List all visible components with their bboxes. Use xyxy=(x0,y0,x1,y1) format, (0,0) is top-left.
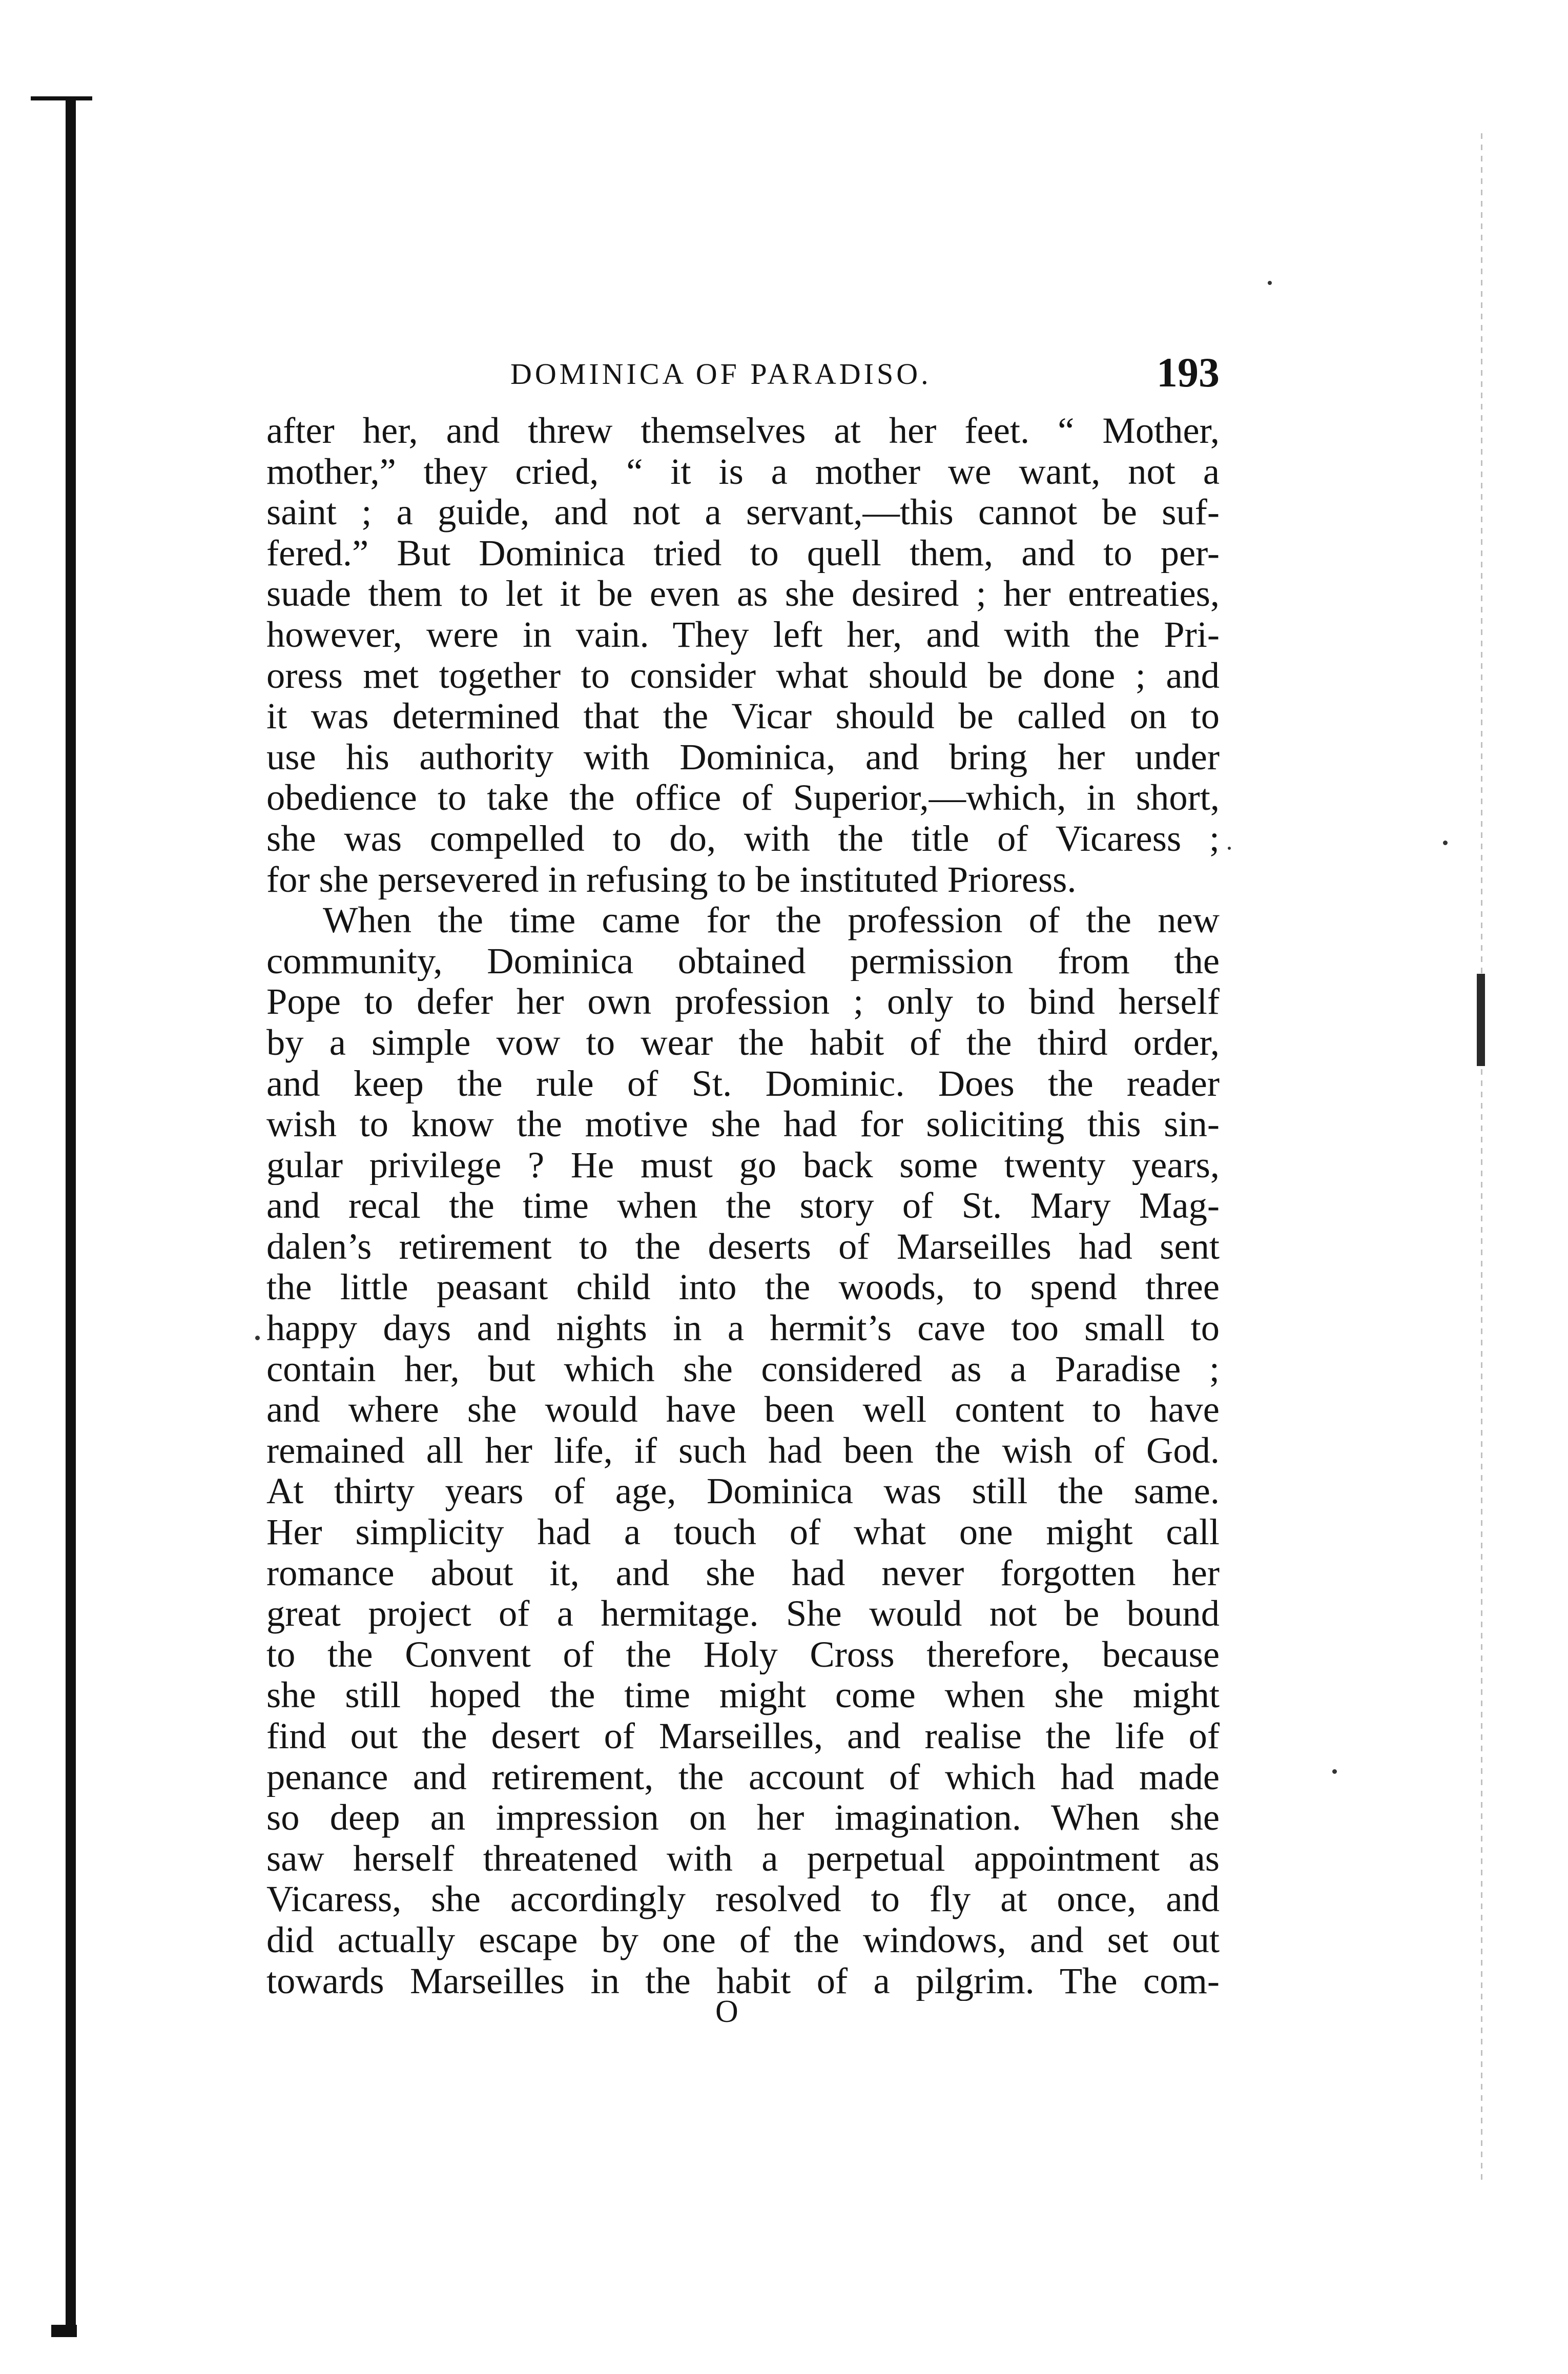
text-line: great project of a hermitage. She would not be bound xyxy=(266,1593,1220,1634)
text-line: Pope to defer her own profession ; only to bind herself xyxy=(266,981,1220,1022)
text-line: it was determined that the Vicar should be called on to xyxy=(266,695,1220,736)
binding-edge xyxy=(66,97,76,2337)
text-line: to the Convent of the Holy Cross therefore, because xyxy=(266,1633,1220,1675)
text-line: fered.” But Dominica tried to quell them, and to per- xyxy=(266,532,1220,574)
ink-speck xyxy=(1228,847,1231,850)
text-line: gular privilege ? He must go back some twenty years, xyxy=(266,1144,1220,1185)
ink-speck xyxy=(255,1336,260,1340)
ink-speck xyxy=(1443,841,1448,845)
text-line: suade them to let it be even as she desired ; her entreaties, xyxy=(266,573,1220,614)
binding-edge-foot xyxy=(51,2325,77,2337)
text-line: contain her, but which she considered as a Paradise ; xyxy=(266,1348,1220,1389)
text-line: however, were in vain. They left her, and with the Pri- xyxy=(266,613,1220,655)
text-line: romance about it, and she had never forgotten her xyxy=(266,1552,1220,1593)
text-line: mother,” they cried, “ it is a mother we want, not a xyxy=(266,451,1220,492)
text-line: after her, and threw themselves at her feet. “ Mother, xyxy=(266,410,1220,451)
text-line: dalen’s retirement to the deserts of Marseilles had sent xyxy=(266,1225,1220,1267)
page-edge-mark xyxy=(1477,974,1485,1066)
text-line: and keep the rule of St. Dominic. Does the reader xyxy=(266,1062,1220,1104)
ink-speck xyxy=(1332,1769,1337,1774)
text-line: At thirty years of age, Dominica was still the same. xyxy=(266,1470,1220,1512)
text-line: saint ; a guide, and not a servant,—this cannot be suf- xyxy=(266,492,1220,533)
page-edge-marks xyxy=(1468,133,1498,2183)
text-line: the little peasant child into the woods, to spend three xyxy=(266,1266,1220,1308)
text-line: find out the desert of Marseilles, and realise the life of xyxy=(266,1715,1220,1756)
text-line: and where she would have been well content to have xyxy=(266,1389,1220,1430)
running-title: DOMINICA OF PARADISO. xyxy=(510,357,932,391)
text-line: Her simplicity had a touch of what one might call xyxy=(266,1511,1220,1552)
page-number: 193 xyxy=(1157,349,1220,396)
text-line: towards Marseilles in the habit of a pilgrim. The com- xyxy=(266,1960,1220,2001)
text-line: wish to know the motive she had for soliciting this sin- xyxy=(266,1103,1220,1144)
text-line: When the time came for the profession of the new xyxy=(323,899,1220,940)
text-line: penance and retirement, the account of which had made xyxy=(266,1756,1220,1797)
text-line: happy days and nights in a hermit’s cave too small to xyxy=(266,1307,1220,1348)
text-line: remained all her life, if such had been the wish of God. xyxy=(266,1429,1220,1471)
text-line: by a simple vow to wear the habit of the third order, xyxy=(266,1021,1220,1063)
text-line: she was compelled to do, with the title of Vicaress ; xyxy=(266,817,1220,859)
running-head xyxy=(266,349,1220,405)
text-line: oress met together to consider what should be done ; and xyxy=(266,654,1220,696)
text-line: she still hoped the time might come when she might xyxy=(266,1674,1220,1715)
body-text xyxy=(266,410,1220,2001)
text-line: so deep an impression on her imagination. When she xyxy=(266,1797,1220,1838)
text-line: obedience to take the office of Superior,—which, in short, xyxy=(266,777,1220,818)
text-line: for she persevered in refusing to be instituted Prioress. xyxy=(266,858,1077,900)
text-line: community, Dominica obtained permission from the xyxy=(266,940,1220,981)
signature-mark: O xyxy=(715,1994,738,2029)
ink-speck xyxy=(1268,281,1272,285)
text-line: Vicaress, she accordingly resolved to fly at once, and xyxy=(266,1878,1220,1919)
text-line: use his authority with Dominica, and bring her under xyxy=(266,736,1220,777)
text-line: and recal the time when the story of St. Mary Mag- xyxy=(266,1185,1220,1226)
binding-edge-tick xyxy=(31,96,92,100)
text-line: saw herself threatened with a perpetual appointment as xyxy=(266,1837,1220,1879)
text-line: did actually escape by one of the windows, and set out xyxy=(266,1919,1220,1960)
